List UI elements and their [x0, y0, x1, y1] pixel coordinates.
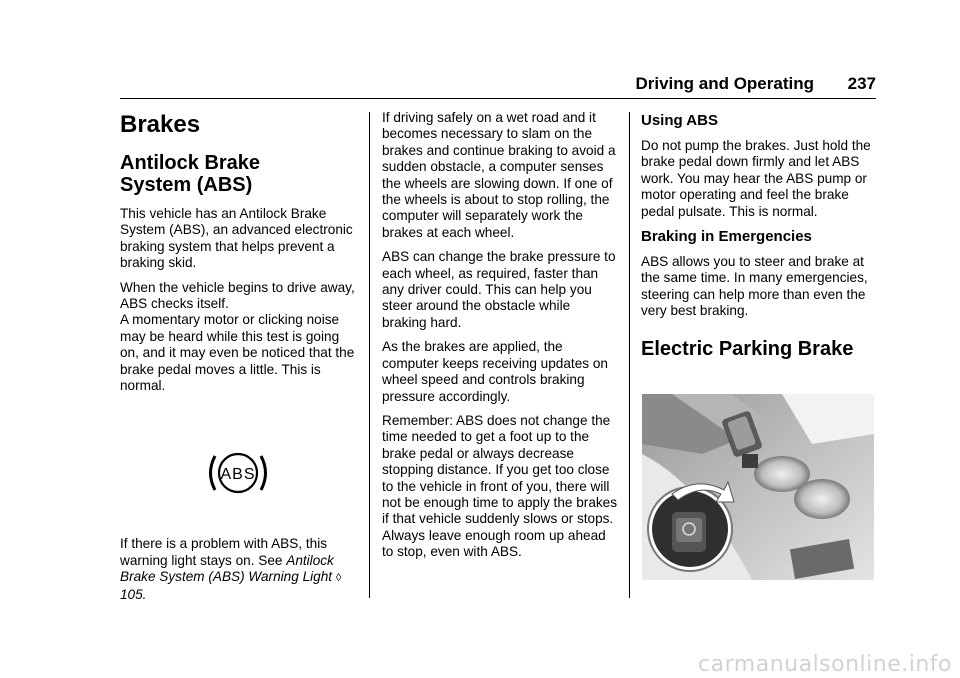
- paragraph: As the brakes are applied, the computer keeps receiving updates on wheel speed and controls braking pressure accordingly.: [382, 339, 608, 404]
- watermark: carmanualsonline.info: [698, 652, 952, 677]
- paragraph: [120, 280, 358, 395]
- cross-reference-link[interactable]: Antilock Brake System (ABS) Warning Light: [120, 552, 334, 585]
- heading-abs: [120, 152, 358, 196]
- paragraph-line: When the vehicle begins to drive away, ABS checks itself.: [120, 279, 355, 312]
- page-number: 237: [847, 74, 876, 93]
- paragraph: Do not pump the brakes. Just hold the brake pedal down firmly and let ABS work. You may hear the ABS pump or motor operating and feel the brake pedal pulsate. This is normal.: [641, 138, 871, 219]
- heading-braking-emergencies: Braking in Emergencies: [641, 228, 812, 246]
- section-title: Driving and Operating: [635, 74, 814, 93]
- paragraph: If driving safely on a wet road and it becomes necessary to slam on the brakes and continue braking to avoid a sudden obstacle, a computer senses the wheels are slowing down. If one of the wheels is about to stop rolling, the computer will separately work the brakes at each wheel.: [382, 110, 616, 240]
- heading-abs-line1: Antilock Brake: [120, 152, 261, 174]
- heading-brakes: Brakes: [120, 111, 201, 138]
- parking-brake-photo: [642, 394, 874, 580]
- column-left: [120, 112, 358, 611]
- paragraph: This vehicle has an Antilock Brake System (ABS), an advanced electronic braking system that helps prevent a braking skid.: [120, 206, 353, 271]
- paragraph: Remember: ABS does not change the time needed to get a foot up to the brake pedal or always decrease stopping distance. If you get too close to the vehicle in front of you, there will not be enough time to apply the brakes if that vehicle suddenly slows or stops. Always leave enough room up ahead to stop, even with ABS.: [382, 412, 618, 560]
- cross-reference-page[interactable]: 105.: [120, 586, 147, 602]
- page-header: [120, 70, 876, 99]
- column-divider: [369, 112, 370, 598]
- abs-icon-label: ABS: [220, 466, 256, 484]
- center-console-illustration: [642, 394, 874, 580]
- column-right: [641, 112, 877, 372]
- abs-warning-icon: [205, 450, 271, 496]
- page-ref-arrow-icon: ◊: [335, 572, 342, 585]
- paragraph-line: A momentary motor or clicking noise may be heard while this test is going on, and it may even be noticed that the brake pedal moves a little. This is normal.: [120, 312, 355, 394]
- paragraph: ABS can change the brake pressure to each wheel, as required, faster than any driver could. This can help you steer around the obstacle while braking hard.: [382, 249, 616, 330]
- column-divider: [629, 112, 630, 598]
- heading-using-abs: Using ABS: [641, 112, 718, 129]
- heading-abs-line2: System (ABS): [120, 174, 253, 196]
- heading-electric-parking-brake: Electric Parking Brake: [641, 337, 854, 360]
- column-middle: [382, 110, 618, 569]
- paragraph: ABS allows you to steer and brake at the same time. In many emergencies, steering can help more than even the very best braking.: [641, 254, 868, 319]
- paragraph: If there is a problem with ABS, this warning light stays on. See Antilock Brake System (ABS) Warning Light ◊ 105.: [120, 536, 342, 602]
